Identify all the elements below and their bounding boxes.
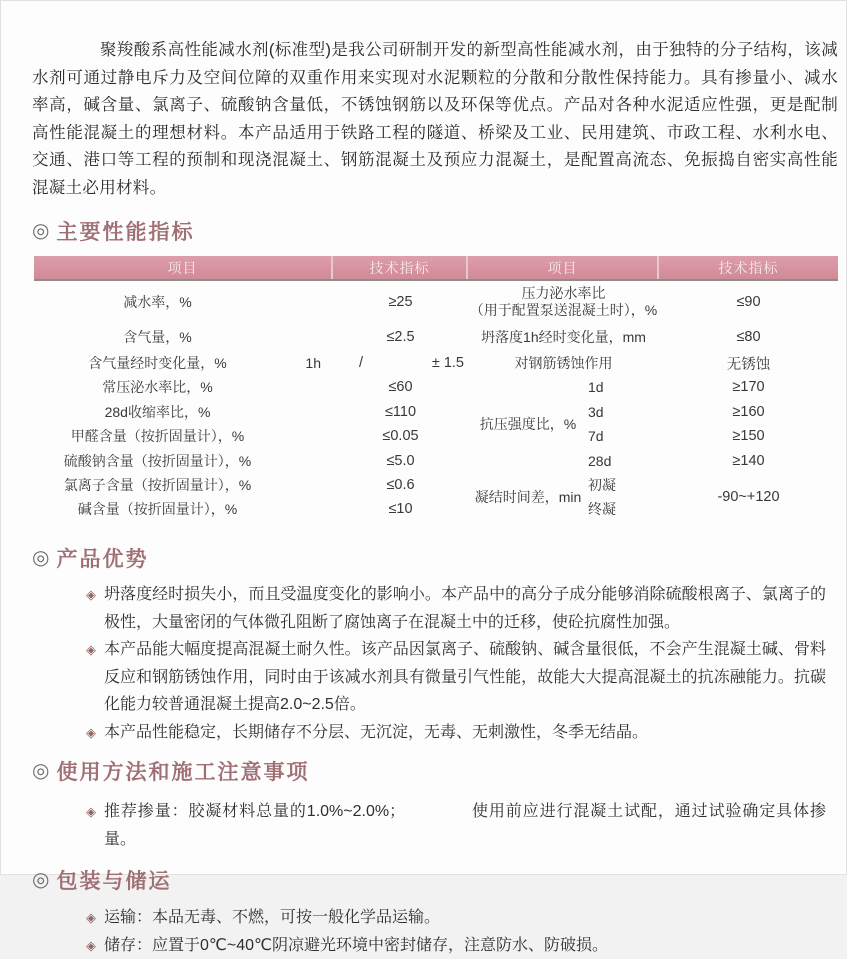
table-header-cell: 技术指标 xyxy=(718,259,779,276)
bullet-diamond-icon: ◈ xyxy=(86,587,96,602)
table-row xyxy=(34,323,468,351)
table-row xyxy=(468,351,838,375)
row-value: ≤2.5 xyxy=(386,329,415,345)
section-heading-advantages xyxy=(32,543,838,573)
usage-list xyxy=(86,798,826,853)
list-item-text: 运输：本品无毒、不燃，可按一般化学品运输。 xyxy=(104,909,441,926)
dosage-text: 推荐掺量：胶凝材料总量的1.0%~2.0%； xyxy=(104,803,406,820)
packing-list xyxy=(86,904,826,959)
setting-initial-label: 初凝 xyxy=(588,477,616,493)
row-value: ≥140 xyxy=(732,452,765,469)
list-item-text: 储存：应置于0℃~40℃阴凉避光环境中密封储存，注意防水、防破损。 xyxy=(104,937,608,954)
section-marker-icon: ◎ xyxy=(32,760,50,782)
row-value: -90~+120 xyxy=(717,489,780,505)
setting-final-label: 终凝 xyxy=(588,501,616,517)
table-header-cell: 项目 xyxy=(468,256,659,279)
row-label: 碱含量（按折固量计），% xyxy=(77,501,238,517)
row-label: 28d收缩率比，% xyxy=(104,403,211,420)
dosage-note: 使用前应进行混凝土试配，通过试验确定具体掺量。 xyxy=(104,803,826,848)
row-label: 甲醛含量（按折固量计），% xyxy=(70,428,245,444)
row-label: 氯离子含量（按折固量计），% xyxy=(63,477,252,493)
table-row xyxy=(468,323,838,351)
page-content xyxy=(1,1,846,959)
list-item-text: 坍落度经时损失小，而且受温度变化的影响小。本产品中的高分子成分能够消除硫酸根离子、氯离子的极性，大量密闭的气体微孔阻断了腐蚀离子在混凝土中的迁移，使砼抗腐性加强。 xyxy=(104,586,826,631)
list-item-text: 本产品性能稳定，长期储存不分层、无沉淀，无毒、无刺激性，冬季无结晶。 xyxy=(104,723,649,741)
section-marker-icon: ◎ xyxy=(32,220,50,242)
row-value: ≥150 xyxy=(732,428,765,445)
section-title: 包装与储运 xyxy=(56,870,172,893)
section-heading-usage xyxy=(32,756,838,786)
row-value: ≤110 xyxy=(384,403,417,420)
bullet-diamond-icon: ◈ xyxy=(86,938,96,953)
age-label: 28d xyxy=(588,452,612,469)
row-value: ≤5.0 xyxy=(386,452,415,469)
row-value: ≤90 xyxy=(736,294,761,310)
section-heading-packing xyxy=(32,865,838,895)
row-value: ≤0.6 xyxy=(386,477,415,493)
advantages-list xyxy=(86,581,826,746)
section-title: 使用方法和施工注意事项 xyxy=(56,761,310,784)
table-header-cell: 技术指标 xyxy=(333,256,468,279)
table-left-half xyxy=(34,281,468,521)
row-label: 含气量经时变化量，% xyxy=(88,355,227,371)
section-title: 主要性能指标 xyxy=(56,221,195,244)
list-item xyxy=(86,932,826,959)
row-value: ≤80 xyxy=(736,329,761,345)
row-label-line2: （用于配置泵送混凝土时），% xyxy=(469,302,658,318)
row-label-line1: 压力泌水率比 xyxy=(521,285,606,301)
intro-paragraph: 聚羧酸系高性能减水剂(标准型)是我公司研制开发的新型高性能减水剂，由于独特的分子结构，该减水剂可通过静电斥力及空间位障的双重作用来实现对水泥颗粒的分散和分散性保持能力。具有掺量小、减水率高，碱含量、氯离子、硫酸钠含量低，不锈蚀钢筋以及环保等优点。产品对各种水泥适应性强，更是配制高性能混凝土的理想材料。本产品适用于铁路工程的隧道、桥梁及工业、民用建筑、市政工程、水利水电、交通、港口等工程的预制和现浇混凝土、钢筋混凝土及预应力混凝土，是配置高流态、免振捣自密实高性能混凝土必用材料。 xyxy=(32,41,838,197)
list-item xyxy=(86,904,826,931)
row-value: ≥170 xyxy=(732,379,765,396)
table-row-pressure-bleed xyxy=(468,281,838,323)
row-sub-label: 1h xyxy=(305,355,321,371)
bullet-diamond-icon: ◈ xyxy=(86,910,96,925)
list-item xyxy=(86,798,826,853)
table-header-cell: 项目 xyxy=(34,256,333,279)
table-row-air-change xyxy=(34,351,468,375)
row-value: ≥25 xyxy=(388,294,413,310)
row-label: 坍落度1h经时变化量，mm xyxy=(481,328,646,345)
group-label: 抗压强度比，% xyxy=(479,416,577,432)
table-group-setting-time xyxy=(468,473,838,521)
table-row xyxy=(34,281,468,323)
row-value: ≤10 xyxy=(388,501,413,517)
age-label: 1d xyxy=(588,379,604,396)
section-title: 产品优势 xyxy=(56,548,149,571)
list-item xyxy=(86,636,826,719)
section-marker-icon: ◎ xyxy=(32,869,50,891)
row-label: 硫酸钠含量（按折固量计），% xyxy=(63,452,252,469)
row-label: 含气量，% xyxy=(123,329,192,345)
row-value: 无锈蚀 xyxy=(726,356,771,373)
performance-table xyxy=(34,256,838,521)
group-label: 凝结时间差，min xyxy=(474,489,582,505)
bullet-diamond-icon: ◈ xyxy=(86,724,96,740)
row-label: 对钢筋锈蚀作用 xyxy=(514,354,613,371)
row-slash: / xyxy=(359,355,364,371)
list-item xyxy=(86,581,826,636)
row-label: 常压泌水率比，% xyxy=(102,379,213,395)
table-row xyxy=(34,424,468,448)
row-label: 减水率，% xyxy=(123,294,192,310)
table-row xyxy=(34,448,468,473)
table-row xyxy=(34,473,468,497)
bullet-diamond-icon: ◈ xyxy=(86,642,96,657)
bullet-diamond-icon: ◈ xyxy=(86,804,96,819)
section-marker-icon: ◎ xyxy=(32,547,50,569)
list-item-text: 本产品能大幅度提高混凝土耐久性。该产品因氯离子、硫酸钠、碱含量很低，不会产生混凝土碱、骨料反应和钢筋锈蚀作用，同时由于该减水剂具有微量引气性能，故能大大提高混凝土的抗冻融能力。抗碳化能力较普通混凝土提高2.0~2.5倍。 xyxy=(104,641,826,713)
age-label: 3d xyxy=(588,403,604,420)
table-header-row xyxy=(34,256,838,281)
table-row xyxy=(34,375,468,399)
section-heading-performance xyxy=(32,216,838,246)
row-value: ≤60 xyxy=(388,379,413,395)
age-label: 7d xyxy=(588,428,604,445)
row-value: ≤0.05 xyxy=(382,428,419,444)
table-row xyxy=(34,497,468,521)
row-value: ≥160 xyxy=(732,403,765,420)
row-value: ± 1.5 xyxy=(431,355,464,371)
table-row xyxy=(34,399,468,424)
table-group-strength-ratio xyxy=(468,375,838,473)
table-right-half xyxy=(468,281,838,521)
table-body xyxy=(34,281,838,521)
list-item xyxy=(86,719,826,747)
